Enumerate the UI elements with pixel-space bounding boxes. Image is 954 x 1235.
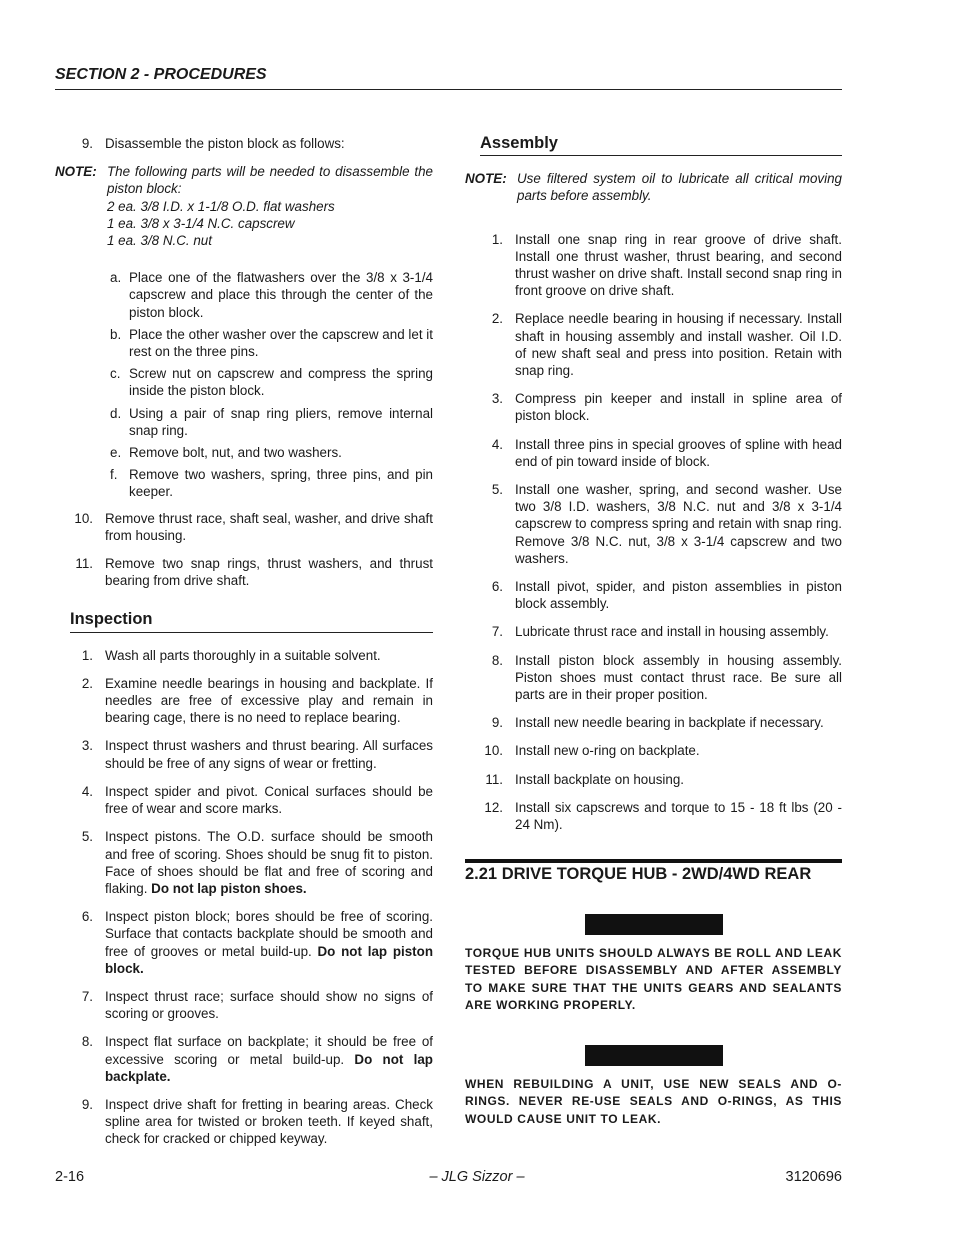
note-text: Use filtered system oil to lubricate all critical moving parts before assembly. (517, 171, 842, 204)
sub-step (98, 326, 433, 360)
list-item (55, 988, 433, 1022)
item-number: 1. (491, 231, 503, 247)
item-text: Install three pins in special grooves of spline with head end of pin toward inside of block. (515, 436, 842, 469)
sub-step (98, 466, 433, 500)
list-item (55, 647, 433, 664)
item-text: Inspect spider and pivot. Conical surfaces should be free of wear and score marks. (105, 783, 433, 817)
list-item (55, 1096, 433, 1148)
sub-text: Remove bolt, nut, and two washers. (129, 445, 342, 461)
sub-text: Place one of the flatwashers over the 3/8 x 3-1/4 capscrew and place this through the center of the piston block. (129, 270, 433, 320)
sub-text: Remove two washers, spring, three pins, and pin keeper. (129, 467, 433, 500)
item-text: Inspect piston block; bores should be free of scoring. Surface that contacts backplate should be smooth and free of grooves or metal build-up. Do not lap piston block. (105, 909, 433, 976)
item-text: Install piston block assembly in housing assembly. Piston shoes must contact thrust race. Be sure all parts are in their proper position. (515, 652, 842, 703)
item-number: 1. (81, 647, 93, 663)
list-item (465, 481, 842, 567)
item-text: Inspect thrust race; surface should show no signs of scoring or grooves. (105, 988, 433, 1022)
sub-letter: b. (110, 326, 122, 342)
left-column (55, 135, 433, 1159)
note-line: 1 ea. 3/8 N.C. nut (107, 233, 212, 249)
note-text (107, 163, 433, 249)
sub-step (98, 269, 433, 321)
bold-warning: Do not lap piston block. (105, 943, 433, 976)
item-number: 4. (81, 783, 93, 799)
item-text: Lubricate thrust race and install in housing assembly. (515, 624, 829, 640)
list-item (55, 1033, 433, 1085)
bold-warning: Do not lap piston shoes. (151, 880, 307, 896)
item-number: 5. (491, 482, 503, 498)
sub-step (98, 365, 433, 399)
sub-step (98, 444, 433, 461)
note-label: NOTE: (465, 171, 507, 187)
item-number: 2. (81, 675, 93, 691)
document-number: 3120696 (785, 1169, 842, 1185)
item-text: Remove two snap rings, thrust washers, and thrust bearing from drive shaft. (105, 556, 433, 589)
item-text: Install one washer, spring, and second washer. Use two 3/8 I.D. washers, 3/8 N.C. nut and 3/8 x 3-1/4 capscrew to compress spring and retain with snap ring. Remove 3/8 N.C. nut, 3/8 x 3-1/4 capscrew and two washers. (515, 482, 842, 566)
item-text: Replace needle bearing in housing if necessary. Install shaft in housing assembly and install washer. Oil I.D. of new shaft seal and press into position. Retain with snap ring. (515, 311, 842, 379)
item-number: 8. (491, 652, 503, 668)
item-text: Wash all parts thoroughly in a suitable solvent. (105, 647, 381, 663)
section-header: SECTION 2 - PROCEDURES (55, 66, 267, 83)
item-text: Inspect thrust washers and thrust bearing. All surfaces should be free of any signs of wear or fretting. (105, 738, 433, 771)
list-item (465, 714, 842, 731)
item-text: Inspect flat surface on backplate; it should be free of excessive scoring or metal build-up. Do not lap backplate. (105, 1034, 433, 1084)
item-number: 3. (81, 738, 93, 754)
item-number: 11. (75, 556, 93, 572)
item-text: Compress pin keeper and install in spline area of piston block. (515, 391, 842, 424)
list-item (55, 135, 433, 152)
item-text: Install pivot, spider, and piston assemblies in piston block assembly. (515, 579, 842, 612)
page-number: 2-16 (55, 1169, 85, 1185)
item-text: Examine needle bearings in housing and backplate. If needles are free of excessive play and remain in bearing cage, there is no need to replace bearing. (105, 675, 433, 726)
list-item (465, 436, 842, 470)
sub-text: Using a pair of snap ring pliers, remove internal snap ring. (129, 405, 433, 438)
list-item (465, 771, 842, 788)
list-item (465, 390, 842, 424)
sub-letter: a. (110, 270, 122, 286)
note-line: 1 ea. 3/8 x 3-1/4 N.C. capscrew (107, 215, 295, 231)
item-number: 4. (491, 436, 503, 452)
item-text: Install one snap ring in rear groove of drive shaft. Install one thrust washer, thrust bearing, and second thrust washer on drive shaft. Install second snap ring in front groove on drive shaft. (515, 231, 842, 299)
note-block (465, 170, 842, 204)
assembly-heading: Assembly (480, 135, 842, 156)
footer-title: – JLG Sizzor – (429, 1169, 525, 1185)
sub-letter: e. (110, 445, 122, 461)
section-heading: 2.21 DRIVE TORQUE HUB - 2WD/4WD REAR (465, 859, 842, 883)
list-item (55, 675, 433, 727)
sub-letter: f. (110, 467, 118, 483)
bold-warning: Do not lap backplate. (105, 1051, 433, 1084)
list-item (465, 623, 842, 640)
note-line: 2 ea. 3/8 I.D. x 1-1/8 O.D. flat washers (107, 198, 335, 214)
warning-text: WHEN REBUILDING A UNIT, USE NEW SEALS AND O-RINGS. NEVER RE-USE SEALS AND O-RINGS, AS THIS WOULD CAUSE UNIT TO LEAK. (465, 1076, 842, 1126)
list-item (55, 555, 433, 589)
list-item (55, 783, 433, 817)
item-number: 7. (81, 988, 93, 1004)
list-item (465, 742, 842, 759)
list-item (55, 828, 433, 897)
list-item (465, 310, 842, 379)
item-number: 9. (81, 1096, 93, 1112)
note-label: NOTE: (55, 164, 97, 180)
header-rule (55, 89, 842, 90)
item-number: 7. (491, 624, 503, 640)
item-number: 10. (74, 510, 93, 526)
list-item (55, 510, 433, 544)
warning-banner (585, 1045, 723, 1066)
note-block (55, 163, 433, 249)
sub-text: Place the other washer over the capscrew and let it rest on the three pins. (129, 326, 433, 360)
item-text: Remove thrust race, shaft seal, washer, and drive shaft from housing. (105, 510, 433, 543)
item-number: 6. (491, 579, 503, 595)
item-number: 3. (491, 391, 503, 407)
item-number: 6. (81, 909, 93, 925)
item-text: Inspect pistons. The O.D. surface should be smooth and free of scoring. Shoes should be snug fit to piston. Face of shoes should be flat and free of scoring and flaking. Do not lap piston shoes. (105, 829, 433, 896)
list-item (465, 231, 842, 300)
note-line: The following parts will be needed to disassemble the piston block: (107, 164, 433, 197)
item-text: Inspect drive shaft for fretting in bearing areas. Check spline area for twisted or broken teeth. If keyed shaft, check for cracked or chipped keyway. (105, 1096, 433, 1147)
item-number: 8. (81, 1034, 93, 1050)
item-text: Install backplate on housing. (515, 771, 684, 787)
list-item (55, 737, 433, 771)
item-number: 2. (491, 311, 503, 327)
item-number: 10. (484, 743, 503, 759)
list-item (465, 652, 842, 704)
item-number: 5. (81, 829, 93, 845)
item-text: Install six capscrews and torque to 15 - 18 ft lbs (20 - 24 Nm). (515, 799, 842, 833)
sub-letter: c. (110, 366, 121, 382)
item-text: Install new o-ring on backplate. (515, 743, 700, 759)
warning-banner (585, 914, 723, 935)
right-column (465, 135, 842, 1128)
list-item (55, 908, 433, 977)
item-text: Install new needle bearing in backplate if necessary. (515, 715, 824, 731)
item-number: 9. (81, 136, 93, 151)
item-text: Disassemble the piston block as follows: (105, 136, 345, 151)
warning-text: TORQUE HUB UNITS SHOULD ALWAYS BE ROLL AND LEAK TESTED BEFORE DISASSEMBLY AND AFTER ASSEMBLY TO MAKE SURE THAT THE UNITS GEARS AND SEALANTS ARE WORKING PROPERLY. (465, 945, 842, 1012)
item-number: 12. (484, 799, 503, 815)
list-item (465, 799, 842, 833)
sub-text: Screw nut on capscrew and compress the spring inside the piston block. (129, 366, 433, 399)
sub-step (98, 405, 433, 439)
sub-letter: d. (110, 405, 122, 421)
inspection-heading: Inspection (70, 611, 433, 632)
list-item (465, 578, 842, 612)
item-number: 11. (485, 771, 503, 787)
item-number: 9. (491, 715, 503, 731)
